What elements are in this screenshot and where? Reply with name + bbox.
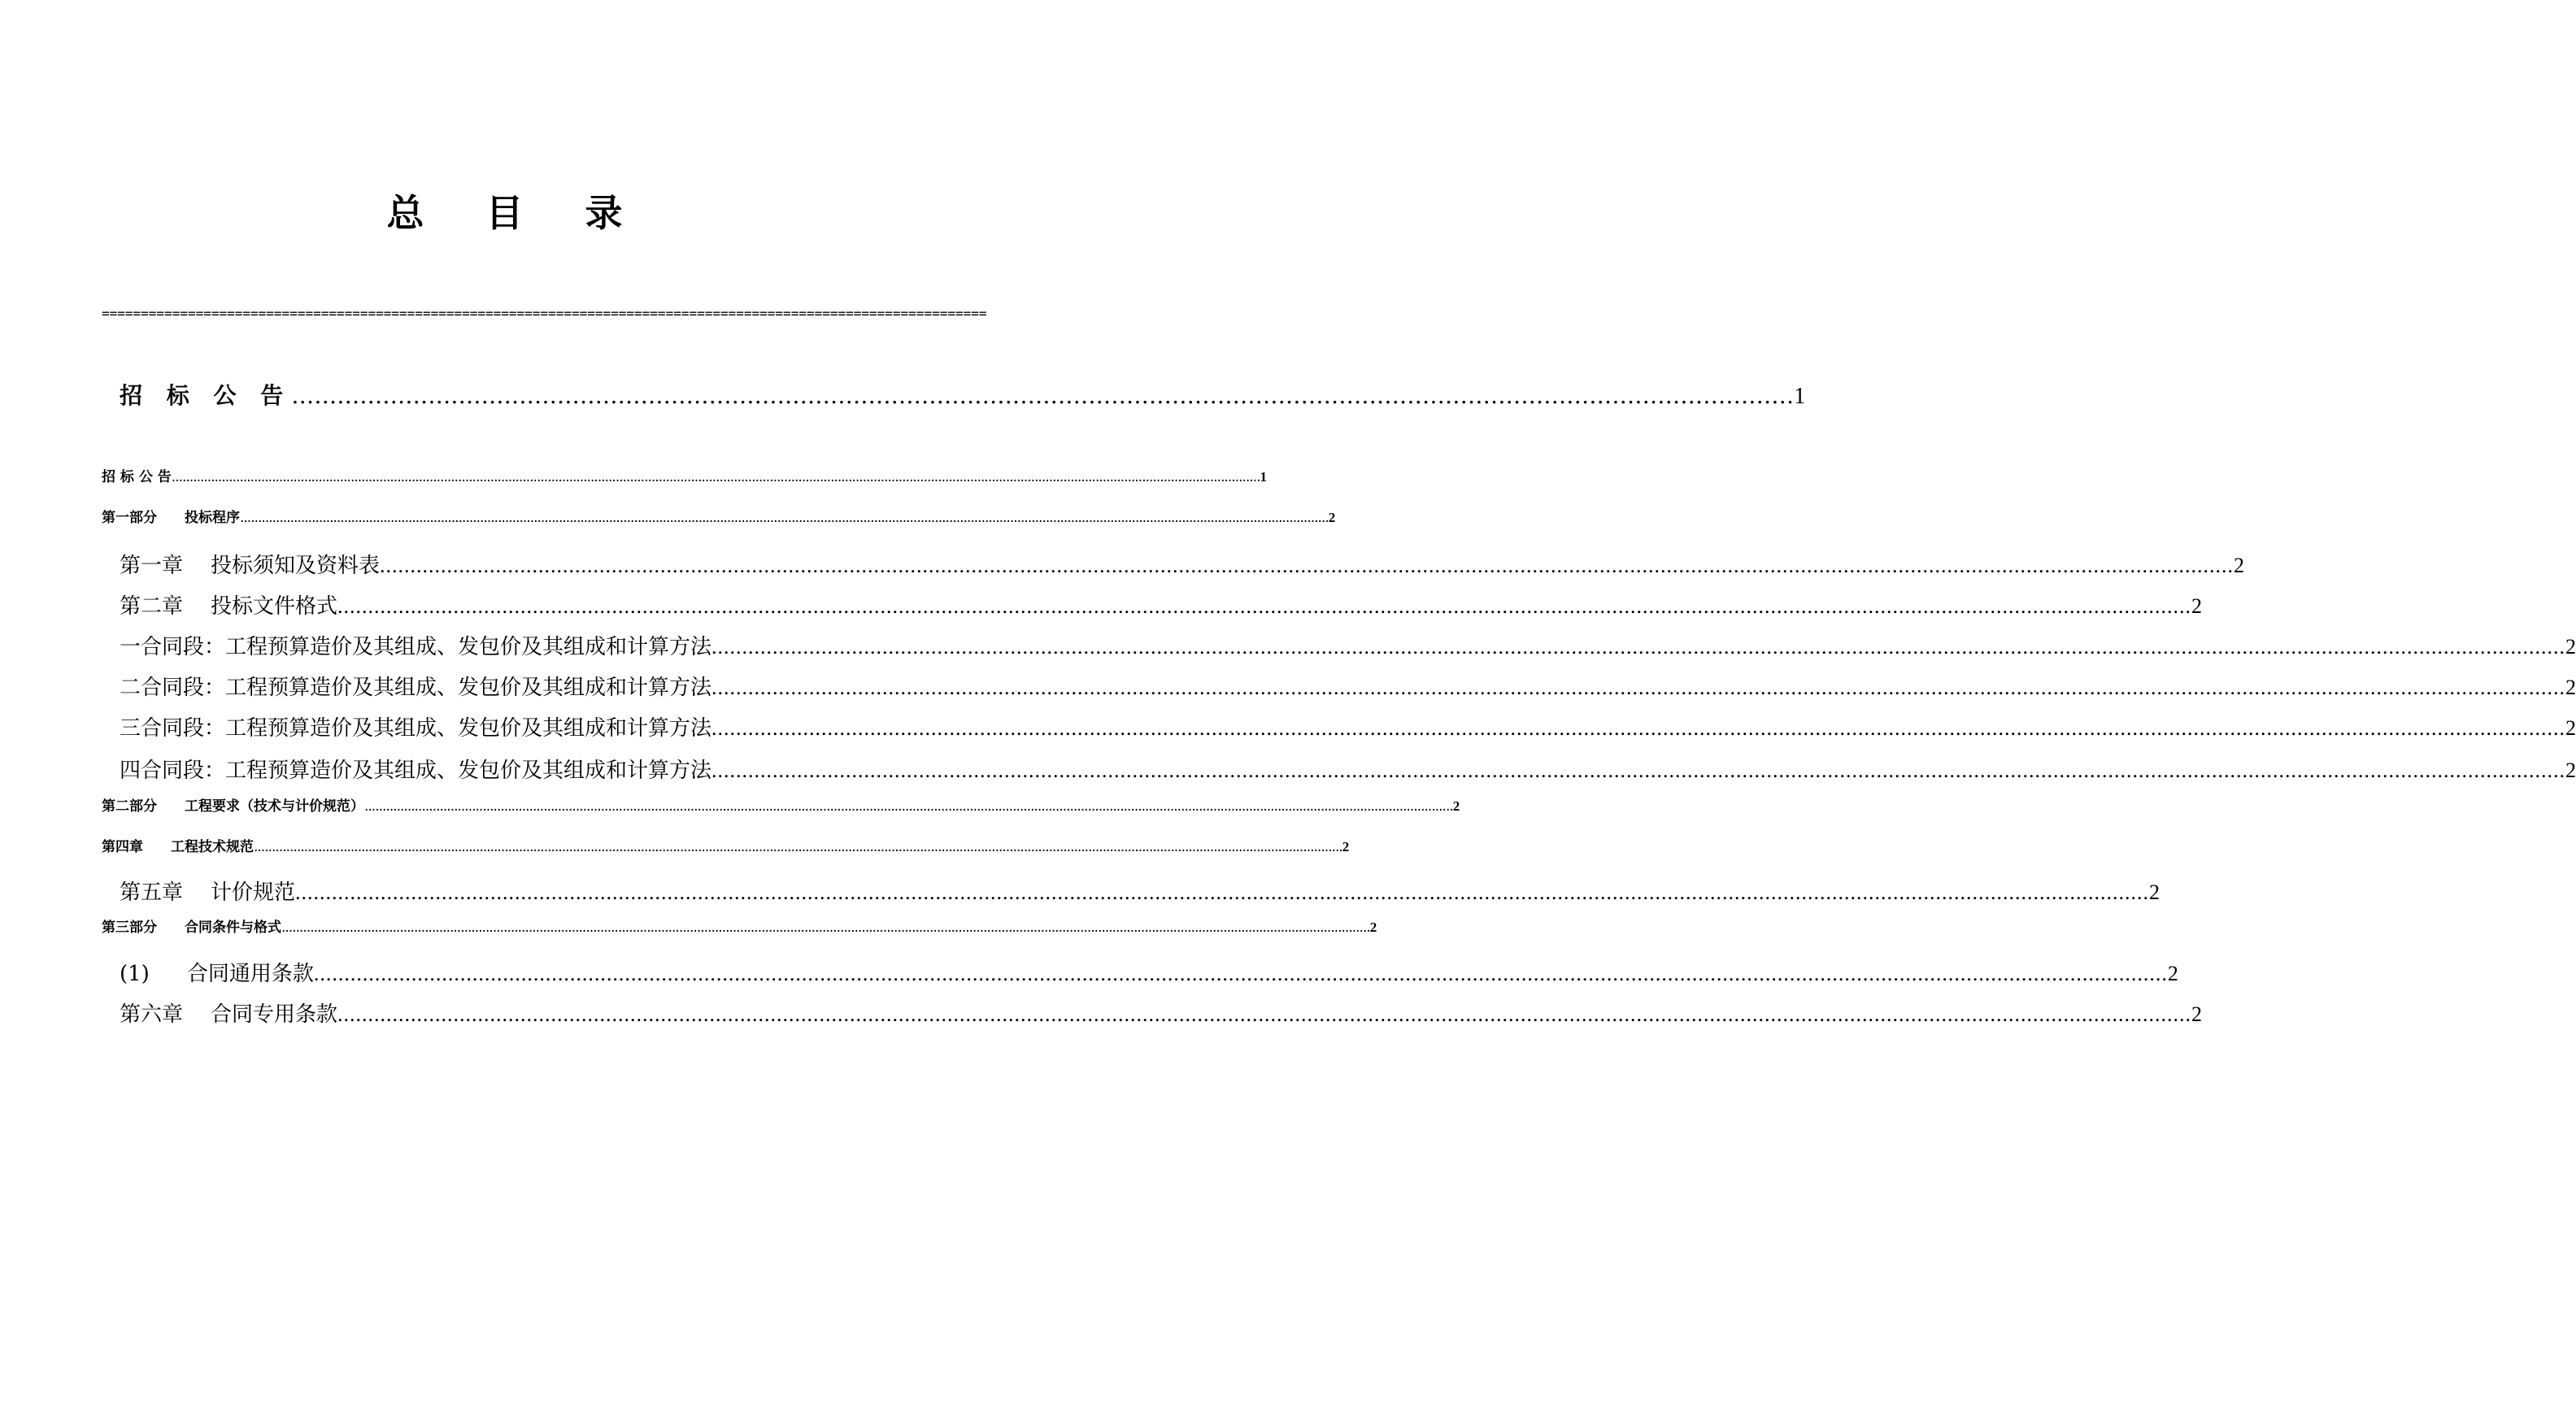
toc-entry[interactable] (120, 631, 2576, 663)
toc-entry-text: 投标文件格式 (211, 594, 338, 619)
toc-entry-prefix: 第一章 (120, 554, 184, 578)
toc-page-number: 1 (1260, 469, 1268, 485)
toc-page-number: 2 (1369, 920, 1377, 935)
toc-entry-text: 投标须知及资料表 (211, 554, 381, 578)
toc-page-number: 2 (1452, 798, 1460, 814)
toc-leader-dots (254, 837, 1342, 858)
toc-leader-dots (711, 672, 2565, 704)
toc-entry[interactable] (102, 467, 1268, 488)
toc-page-number: 2 (2565, 716, 2576, 740)
toc-entry[interactable] (120, 712, 2576, 745)
toc-entry[interactable] (120, 590, 2203, 623)
toc-entry-label (120, 550, 380, 582)
toc-entry-label (120, 876, 295, 909)
toc-entry-label: 三合同段：工程预算造价及其组成、发包价及其组成和计算方法 (120, 716, 712, 741)
toc-entry[interactable] (120, 876, 2160, 909)
toc-entry-label: 招 标 公 告 (120, 382, 292, 409)
toc-leader-dots (281, 917, 1370, 938)
toc-entry-main[interactable] (120, 378, 1806, 415)
toc-entry-text: 工程技术规范 (171, 839, 254, 855)
toc-entry-text: 合同专用条款 (211, 1002, 338, 1027)
toc-page-number: 2 (1342, 839, 1350, 854)
toc-page-number: 2 (2191, 1002, 2203, 1026)
toc-page-number: 2 (2565, 676, 2576, 699)
toc-entry[interactable] (120, 672, 2576, 704)
toc-leader-dots (380, 550, 2234, 582)
toc-entry[interactable] (102, 917, 1377, 938)
toc-entry-prefix: 第二部分 (102, 798, 157, 815)
toc-entry-label (102, 796, 364, 817)
toc-leader-dots (711, 712, 2565, 745)
toc-entry-label (120, 590, 337, 623)
toc-entry[interactable] (120, 998, 2203, 1031)
toc-entry-label (102, 917, 281, 938)
toc-page-number: 2 (2565, 635, 2576, 659)
toc-entry-label: 招 标 公 告 (102, 469, 172, 485)
toc-entry-prefix: 第四章 (102, 839, 143, 855)
toc-leader-dots (364, 796, 1453, 817)
toc-entry[interactable] (102, 837, 1350, 858)
toc-page-number: 2 (2191, 594, 2203, 618)
page-title: 总 目 录 (386, 191, 647, 235)
toc-leader-dots (291, 378, 1794, 414)
toc-entry-prefix: 第一部分 (102, 510, 157, 526)
toc-leader-dots (240, 507, 1329, 528)
toc-entry[interactable] (120, 754, 2576, 787)
toc-entry-label (120, 998, 337, 1031)
toc-page-number: 2 (2234, 554, 2245, 577)
separator-line: ================================================================================================================= (102, 306, 987, 321)
toc-leader-dots (172, 467, 1260, 488)
toc-entry-label (102, 507, 240, 528)
toc-leader-dots (295, 876, 2149, 909)
toc-entry-label: 一合同段：工程预算造价及其组成、发包价及其组成和计算方法 (120, 635, 712, 659)
toc-page-number: 2 (2167, 962, 2178, 985)
toc-page-number: 2 (2565, 759, 2576, 782)
toc-leader-dots (337, 590, 2191, 623)
toc-leader-dots (711, 754, 2565, 787)
toc-entry[interactable] (102, 507, 1336, 528)
toc-entry[interactable] (120, 958, 2178, 990)
toc-entry-label: 四合同段：工程预算造价及其组成、发包价及其组成和计算方法 (120, 759, 712, 783)
toc-entry-text: 工程要求（技术与计价规范） (185, 798, 364, 815)
toc-entry-label (102, 837, 254, 858)
toc-entry-prefix: 第六章 (120, 1002, 184, 1027)
toc-page-number: 2 (2149, 880, 2160, 904)
toc-entry-text: 计价规范 (211, 880, 296, 905)
toc-entry[interactable] (102, 796, 1460, 817)
toc-page-number: 2 (1328, 510, 1336, 525)
toc-entry-text: 合同条件与格式 (185, 920, 281, 936)
toc-entry-text: 合同通用条款 (186, 962, 314, 986)
toc-entry-prefix: 第二章 (120, 594, 184, 619)
toc-entry-label (120, 958, 314, 990)
toc-entry-label: 二合同段：工程预算造价及其组成、发包价及其组成和计算方法 (120, 676, 712, 700)
toc-leader-dots (337, 998, 2191, 1031)
toc-entry-text: 投标程序 (185, 510, 240, 526)
toc-entry-prefix: 第五章 (120, 880, 184, 905)
toc-page-number: 1 (1794, 384, 1806, 409)
toc-entry[interactable] (120, 550, 2245, 582)
toc-leader-dots (314, 958, 2168, 990)
toc-entry-prefix: (1) (120, 962, 150, 986)
toc-entry-prefix: 第三部分 (102, 920, 157, 936)
toc-leader-dots (711, 631, 2565, 663)
